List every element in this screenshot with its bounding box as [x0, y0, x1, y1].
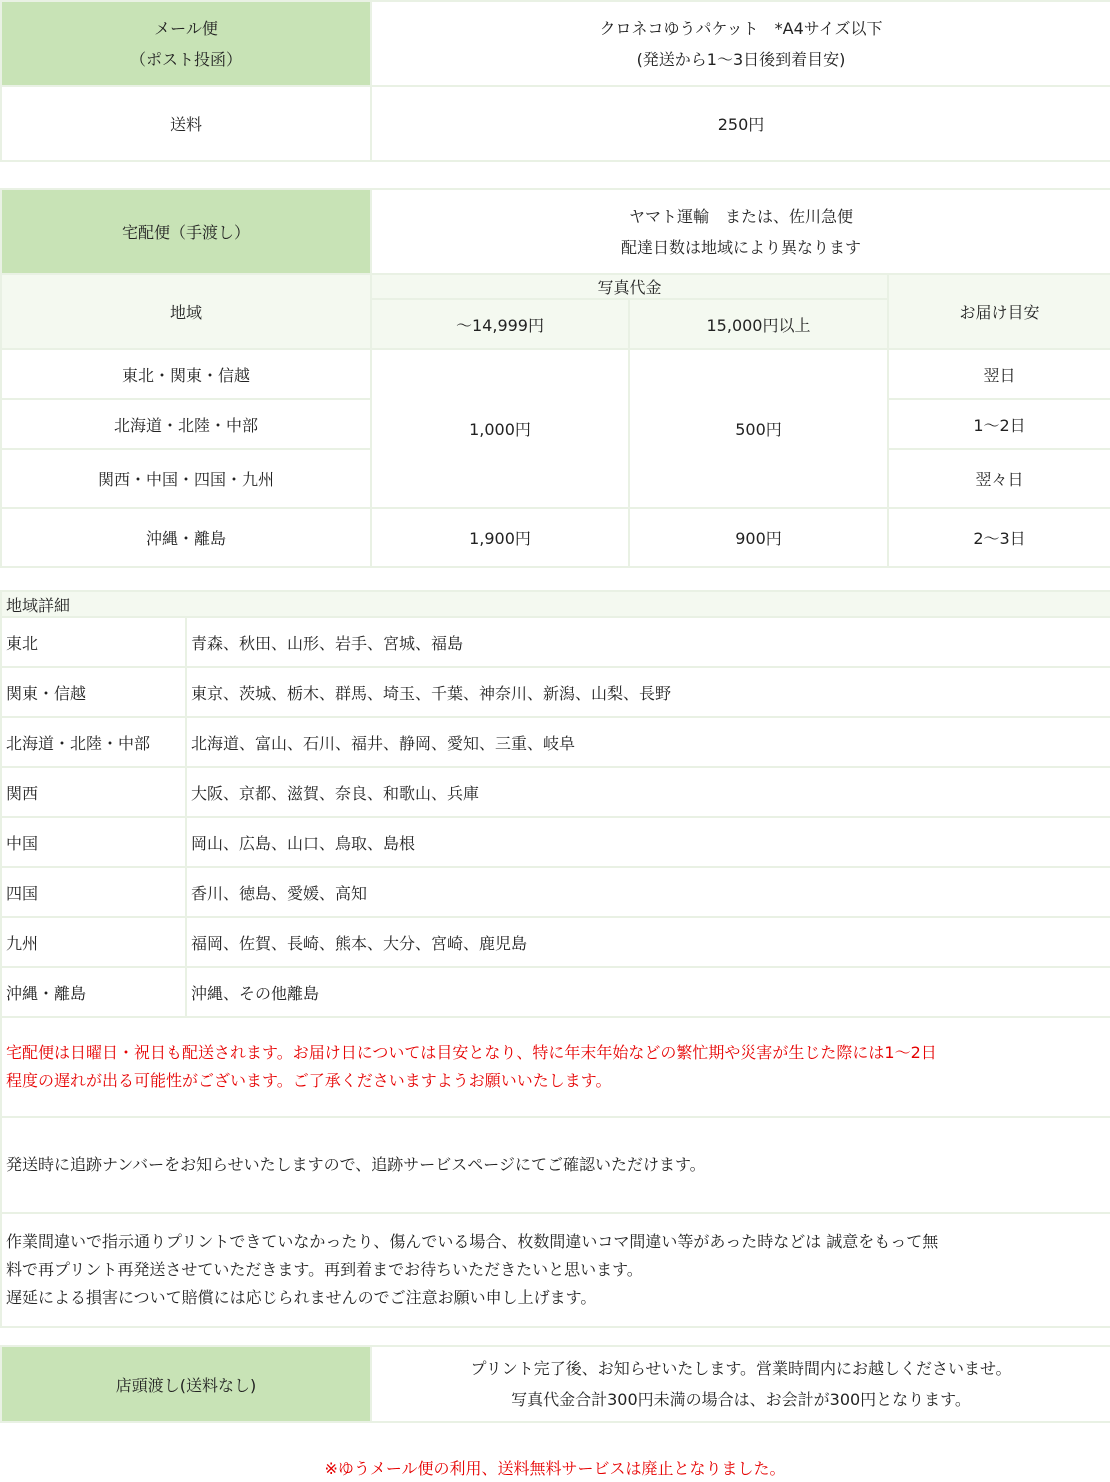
detail-prefs: 青森、秋田、山形、岩手、宮城、福島 [186, 617, 1110, 667]
mail-fee-label: 送料 [1, 86, 371, 161]
region-tohoku-kanto: 東北・関東・信越 [1, 349, 371, 399]
merged-price-high: 500円 [629, 349, 888, 508]
error-note-line1: 作業間違いで指示通りプリントできていなかったり、傷んでいる場合、枚数間違いコマ間違い等があった時などは 誠意をもって無 [6, 1232, 939, 1251]
store-info-cell [371, 1346, 1110, 1422]
detail-prefs: 沖縄、その他離島 [186, 967, 1110, 1017]
delivery-tohoku-kanto: 翌日 [888, 349, 1110, 399]
detail-area: 関西 [1, 767, 186, 817]
mail-service-line1: クロネコゆうパケット *A4サイズ以下 [599, 18, 883, 38]
detail-area: 東北 [1, 617, 186, 667]
detail-prefs: 大阪、京都、滋賀、奈良、和歌山、兵庫 [186, 767, 1110, 817]
detail-area: 北海道・北陸・中部 [1, 717, 186, 767]
detail-prefs: 東京、茨城、栃木、群馬、埼玉、千葉、神奈川、新潟、山梨、長野 [186, 667, 1110, 717]
detail-area: 関東・信越 [1, 667, 186, 717]
detail-area: 九州 [1, 917, 186, 967]
takuhai-delivery-table [0, 188, 1110, 568]
tracking-note: 発送時に追跡ナンバーをお知らせいたしますので、追跡サービスページにてご確認いただけます。 [1, 1117, 1110, 1213]
takuhai-service-line1: ヤマト運輸 または、佐川急便 [628, 206, 853, 226]
head-photo-price: 写真代金 [371, 274, 888, 299]
detail-area: 沖縄・離島 [1, 967, 186, 1017]
region-kansai-kyushu: 関西・中国・四国・九州 [1, 449, 371, 508]
merged-price-low: 1,000円 [371, 349, 629, 508]
mail-label-line2: （ポスト投函） [129, 49, 242, 69]
head-region: 地域 [1, 274, 371, 349]
okinawa-price-high: 900円 [629, 508, 888, 567]
region-detail-table [0, 590, 1110, 1328]
detail-area: 四国 [1, 867, 186, 917]
store-pickup-table [0, 1345, 1110, 1423]
error-note [1, 1213, 1110, 1327]
okinawa-price-low: 1,900円 [371, 508, 629, 567]
holiday-note-line1: 宅配便は日曜日・祝日も配送されます。お届け日については目安となり、特に年末年始などの繁忙期や災害が生じた際には1〜2日 [6, 1043, 937, 1062]
mail-service-cell [371, 1, 1110, 86]
mail-fee-value: 250円 [371, 86, 1110, 161]
region-hokkaido-chubu: 北海道・北陸・中部 [1, 399, 371, 449]
region-okinawa: 沖縄・離島 [1, 508, 371, 567]
holiday-note-line2: 程度の遅れが出る可能性がございます。ご了承くださいますようお願いいたします。 [6, 1071, 612, 1090]
store-info-line2: 写真代金合計300円未満の場合は、お会計が300円となります。 [511, 1390, 971, 1409]
discontinued-service-notice: ※ゆうメール便の利用、送料無料サービスは廃止となりました。 [324, 1459, 786, 1478]
delivery-kansai-kyushu: 翌々日 [888, 449, 1110, 508]
detail-area: 中国 [1, 817, 186, 867]
store-label: 店頭渡し(送料なし) [1, 1346, 371, 1422]
mail-delivery-table [0, 0, 1110, 162]
holiday-delivery-note [1, 1017, 1110, 1117]
delivery-okinawa: 2〜3日 [888, 508, 1110, 567]
mail-label-cell [1, 1, 371, 86]
mail-service-line2: (発送から1〜3日後到着目安) [636, 49, 846, 69]
head-delivery: お届け目安 [888, 274, 1110, 349]
error-note-line3: 遅延による損害について賠償には応じられませんのでご注意お願い申し上げます。 [6, 1288, 597, 1307]
detail-prefs: 香川、徳島、愛媛、高知 [186, 867, 1110, 917]
head-price-low: 〜14,999円 [371, 299, 629, 349]
head-price-high: 15,000円以上 [629, 299, 888, 349]
detail-prefs: 福岡、佐賀、長崎、熊本、大分、宮崎、鹿児島 [186, 917, 1110, 967]
delivery-hokkaido-chubu: 1〜2日 [888, 399, 1110, 449]
store-info-line1: プリント完了後、お知らせいたします。営業時間内にお越しくださいませ。 [470, 1359, 1012, 1378]
takuhai-label: 宅配便（手渡し） [1, 189, 371, 274]
takuhai-service-line2: 配達日数は地域により異なります [620, 237, 861, 257]
error-note-line2: 料で再プリント再発送させていただきます。再到着までお待ちいただきたいと思います。 [6, 1260, 643, 1279]
detail-prefs: 岡山、広島、山口、鳥取、島根 [186, 817, 1110, 867]
mail-label-line1: メール便 [154, 18, 218, 38]
detail-title: 地域詳細 [1, 591, 1110, 617]
takuhai-service-cell [371, 189, 1110, 274]
detail-prefs: 北海道、富山、石川、福井、静岡、愛知、三重、岐阜 [186, 717, 1110, 767]
